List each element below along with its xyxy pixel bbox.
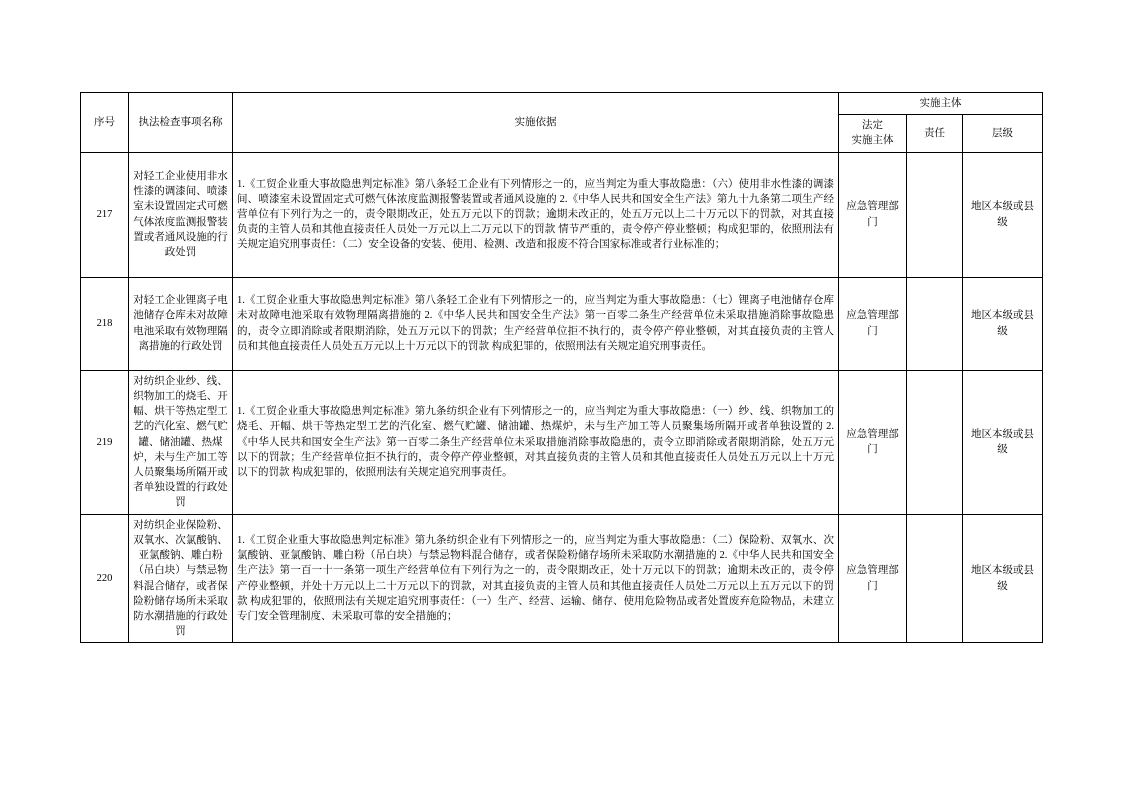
row-responsibility <box>907 152 963 277</box>
row-seq: 220 <box>81 514 129 643</box>
row-responsibility <box>907 277 963 370</box>
row-item-name: 对纺织企业保险粉、双氧水、次氯酸钠、亚氯酸钠、雕白粉（吊白块）与禁忌物料混合储存，或者保险粉储存场所未采取防水潮措施的行政处罚 <box>129 514 233 643</box>
column-header-level: 层级 <box>963 115 1043 152</box>
table-row <box>81 514 1043 643</box>
row-basis: 1.《工贸企业重大事故隐患判定标准》第八条轻工企业有下列情形之一的，应当判定为重大事故隐患：（六）使用非水性漆的调漆间、喷漆室未设置固定式可燃气体浓度监测报警装置或者通风设施的 2.《中华人民共和国安全生产法》第九十九条第二项生产经营单位有下列行为之一的，责令限期改正，处五万元以下的罚款；逾期未改正的，处五万元以上二十万元以下的罚款，对其直接负责的主管人员和其他直接责任人员处一万元以上二万元以下的罚款 情节严重的，责令停产停业整顿；构成犯罪的，依照刑法有关规定追究刑事责任：（二）安全设备的安装、使用、检测、改造和报废不符合国家标准或者行业标准的； <box>233 152 839 277</box>
column-header-seq: 序号 <box>81 93 129 153</box>
table-row <box>81 152 1043 277</box>
row-basis: 1.《工贸企业重大事故隐患判定标准》第八条轻工企业有下列情形之一的，应当判定为重大事故隐患：（七）锂离子电池储存仓库未对故障电池采取有效物理隔离措施的 2.《中华人民共和国安全生产法》第一百零二条生产经营单位未采取措施消除事故隐患的，责令立即消除或者限期消除，处五万元以下的罚款；生产经营单位拒不执行的，责令停产停业整顿，对其直接负责的主管人员和其他直接责任人员处五万元以上十万元以下的罚款 构成犯罪的，依照刑法有关规定追究刑事责任。 <box>233 277 839 370</box>
column-header-responsibility: 责任 <box>907 115 963 152</box>
row-level: 地区本级或县级 <box>963 152 1043 277</box>
row-item-name: 对轻工企业使用非水性漆的调漆间、喷漆室未设置固定式可燃气体浓度监测报警装置或者通风设施的行政处罚 <box>129 152 233 277</box>
column-header-legal-subject <box>839 115 907 152</box>
row-seq: 218 <box>81 277 129 370</box>
row-responsibility <box>907 370 963 514</box>
row-legal-subject: 应急管理部门 <box>839 277 907 370</box>
row-item-name: 对纺织企业纱、线、织物加工的烧毛、开幅、烘干等热定型工艺的汽化室、燃气贮罐、储油罐、热煤炉，未与生产加工等人员聚集场所隔开或者单独设置的行政处罚 <box>129 370 233 514</box>
table-header-row-top <box>81 93 1043 115</box>
enforcement-items-table <box>80 92 1043 643</box>
row-responsibility <box>907 514 963 643</box>
row-level: 地区本级或县级 <box>963 514 1043 643</box>
table-row <box>81 370 1043 514</box>
row-seq: 219 <box>81 370 129 514</box>
row-item-name: 对轻工企业锂离子电池储存仓库未对故障电池采取有效物理隔离措施的行政处罚 <box>129 277 233 370</box>
row-legal-subject: 应急管理部门 <box>839 514 907 643</box>
table-row <box>81 277 1043 370</box>
table-header <box>81 93 1043 153</box>
row-legal-subject: 应急管理部门 <box>839 370 907 514</box>
legal-subject-line1: 法定 <box>862 120 883 132</box>
row-seq: 217 <box>81 152 129 277</box>
row-legal-subject: 应急管理部门 <box>839 152 907 277</box>
row-basis: 1.《工贸企业重大事故隐患判定标准》第九条纺织企业有下列情形之一的，应当判定为重大事故隐患：（一）纱、线、织物加工的烧毛、开幅、烘干等热定型工艺的汽化室、燃气贮罐、储油罐、热煤炉，未与生产加工等人员聚集场所隔开或者单独设置的 2.《中华人民共和国安全生产法》第一百零二条生产经营单位未采取措施消除事故隐患的，责令立即消除或者限期消除，处五万元以下的罚款；生产经营单位拒不执行的，责令停产停业整顿，对其直接负责的主管人员和其他直接责任人员处五万元以上十万元以下的罚款 构成犯罪的，依照刑法有关规定追究刑事责任。 <box>233 370 839 514</box>
row-level: 地区本级或县级 <box>963 277 1043 370</box>
column-header-subject-group: 实施主体 <box>839 93 1043 115</box>
legal-subject-line2: 实施主体 <box>851 135 894 147</box>
row-basis: 1.《工贸企业重大事故隐患判定标准》第九条纺织企业有下列情形之一的，应当判定为重大事故隐患：（二）保险粉、双氧水、次氯酸钠、亚氯酸钠、雕白粉（吊白块）与禁忌物料混合储存，或者保险粉储存场所未采取防水潮措施的 2.《中华人民共和国安全生产法》第一百一十一条第一项生产经营单位有下列行为之一的，责令限期改正，处十万元以下的罚款；逾期未改正的，责令停产停业整顿，并处十万元以上二十万元以下的罚款，对其直接负责的主管人员和其他直接责任人员处二万元以上五万元以下的罚款 构成犯罪的，依照刑法有关规定追究刑事责任：（一）生产、经营、运输、储存、使用危险物品或者处置废弃危险物品，未建立专门安全管理制度、未采取可靠的安全措施的； <box>233 514 839 643</box>
column-header-basis: 实施依据 <box>233 93 839 153</box>
table-body <box>81 152 1043 643</box>
row-level: 地区本级或县级 <box>963 370 1043 514</box>
column-header-item-name: 执法检查事项名称 <box>129 93 233 153</box>
